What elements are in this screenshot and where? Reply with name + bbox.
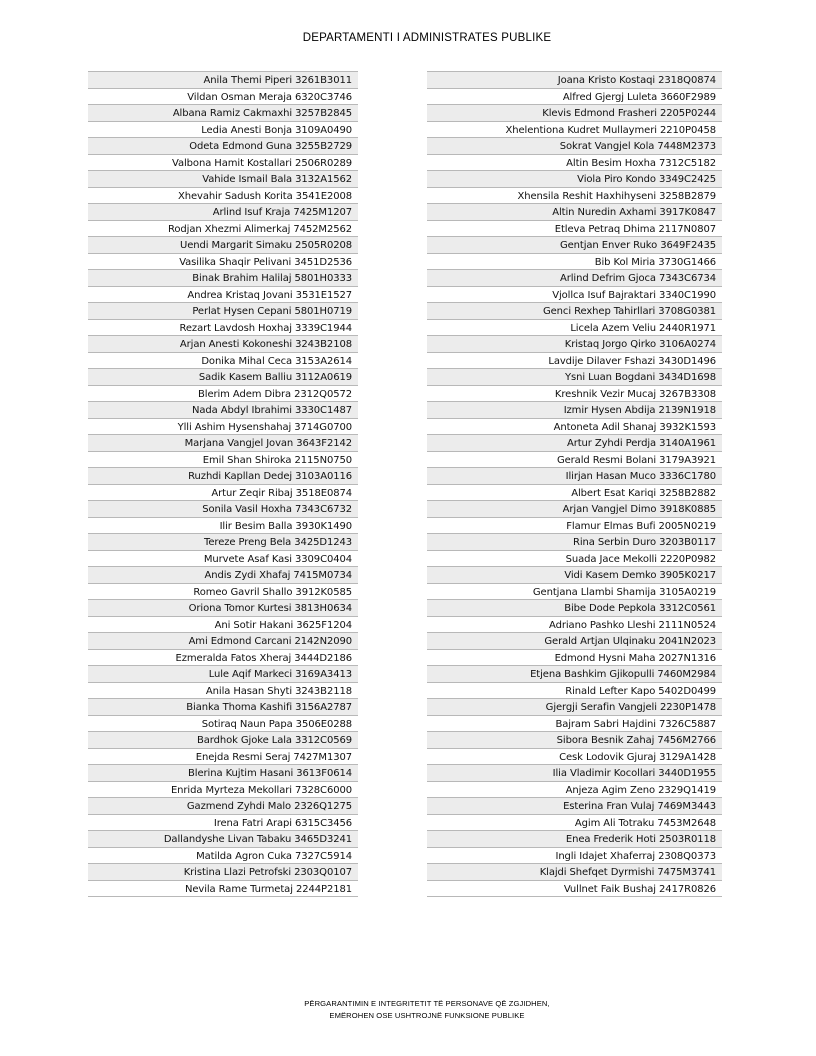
list-item: Ilia Vladimir Kocollari 3440D1955 <box>427 765 722 782</box>
list-item: Anila Themi Piperi 3261B3011 <box>88 72 358 89</box>
right-name-list <box>427 71 722 897</box>
list-item: Ledia Anesti Bonja 3109A0490 <box>88 122 358 139</box>
list-item: Vidi Kasem Demko 3905K0217 <box>427 567 722 584</box>
list-item: Blerina Kujtim Hasani 3613F0614 <box>88 765 358 782</box>
list-item: Dallandyshe Livan Tabaku 3465D3241 <box>88 831 358 848</box>
list-item: Antoneta Adil Shanaj 3932K1593 <box>427 419 722 436</box>
list-item: Matilda Agron Cuka 7327C5914 <box>88 848 358 865</box>
list-item: Klevis Edmond Frasheri 2205P0244 <box>427 105 722 122</box>
list-item: Gentjan Enver Ruko 3649F2435 <box>427 237 722 254</box>
list-item: Viola Piro Kondo 3349C2425 <box>427 171 722 188</box>
list-item: Blerim Adem Dibra 2312Q0572 <box>88 386 358 403</box>
list-item: Lule Aqif Markeci 3169A3413 <box>88 666 358 683</box>
list-item: Bardhok Gjoke Lala 3312C0569 <box>88 732 358 749</box>
list-item: Arjan Anesti Kokoneshi 3243B2108 <box>88 336 358 353</box>
list-item: Oriona Tomor Kurtesi 3813H0634 <box>88 600 358 617</box>
list-item: Joana Kristo Kostaqi 2318Q0874 <box>427 72 722 89</box>
list-item: Albert Esat Kariqi 3258B2882 <box>427 485 722 502</box>
list-item: Altin Nuredin Axhami 3917K0847 <box>427 204 722 221</box>
list-item: Rina Serbin Duro 3203B0117 <box>427 534 722 551</box>
list-item: Ruzhdi Kapllan Dedej 3103A0116 <box>88 468 358 485</box>
list-item: Etjena Bashkim Gjikopulli 7460M2984 <box>427 666 722 683</box>
list-item: Ysni Luan Bogdani 3434D1698 <box>427 369 722 386</box>
list-item: Artur Zyhdi Perdja 3140A1961 <box>427 435 722 452</box>
list-item: Suada Jace Mekolli 2220P0982 <box>427 551 722 568</box>
list-item: Sonila Vasil Hoxha 7343C6732 <box>88 501 358 518</box>
list-item: Andrea Kristaq Jovani 3531E1527 <box>88 287 358 304</box>
list-item: Etleva Petraq Dhima 2117N0807 <box>427 221 722 238</box>
list-item: Arjan Vangjel Dimo 3918K0885 <box>427 501 722 518</box>
list-item: Flamur Elmas Bufi 2005N0219 <box>427 518 722 535</box>
list-item: Rinald Lefter Kapo 5402D0499 <box>427 683 722 700</box>
list-item: Artur Zeqir Ribaj 3518E0874 <box>88 485 358 502</box>
list-item: Bianka Thoma Kashifi 3156A2787 <box>88 699 358 716</box>
list-item: Ami Edmond Carcani 2142N2090 <box>88 633 358 650</box>
list-item: Sibora Besnik Zahaj 7456M2766 <box>427 732 722 749</box>
footer-line-2: EMËROHEN OSE USHTROJNË FUNKSIONE PUBLIKE <box>329 1011 525 1020</box>
list-item: Uendi Margarit Simaku 2505R0208 <box>88 237 358 254</box>
list-item: Ilirjan Hasan Muco 3336C1780 <box>427 468 722 485</box>
list-item: Gerald Resmi Bolani 3179A3921 <box>427 452 722 469</box>
list-item: Gjergji Serafin Vangjeli 2230P1478 <box>427 699 722 716</box>
list-item: Lavdije Dilaver Fshazi 3430D1496 <box>427 353 722 370</box>
list-item: Bajram Sabri Hajdini 7326C5887 <box>427 716 722 733</box>
list-item: Ani Sotir Hakani 3625F1204 <box>88 617 358 634</box>
list-item: Arlind Defrim Gjoca 7343C6734 <box>427 270 722 287</box>
list-item: Marjana Vangjel Jovan 3643F2142 <box>88 435 358 452</box>
list-item: Ingli Idajet Xhaferraj 2308Q0373 <box>427 848 722 865</box>
list-item: Andis Zydi Xhafaj 7415M0734 <box>88 567 358 584</box>
list-item: Nevila Rame Turmetaj 2244P2181 <box>88 881 358 898</box>
list-item: Agim Ali Totraku 7453M2648 <box>427 815 722 832</box>
list-item: Murvete Asaf Kasi 3309C0404 <box>88 551 358 568</box>
list-item: Enea Frederik Hoti 2503R0118 <box>427 831 722 848</box>
list-item: Tereze Preng Bela 3425D1243 <box>88 534 358 551</box>
list-item: Irena Fatri Arapi 6315C3456 <box>88 815 358 832</box>
list-item: Donika Mihal Ceca 3153A2614 <box>88 353 358 370</box>
list-item: Binak Brahim Halilaj 5801H0333 <box>88 270 358 287</box>
list-item: Valbona Hamit Kostallari 2506R0289 <box>88 155 358 172</box>
list-item: Vullnet Faik Bushaj 2417R0826 <box>427 881 722 898</box>
list-item: Gerald Artjan Ulqinaku 2041N2023 <box>427 633 722 650</box>
list-item: Ilir Besim Balla 3930K1490 <box>88 518 358 535</box>
list-item: Sokrat Vangjel Kola 7448M2373 <box>427 138 722 155</box>
list-item: Vjollca Isuf Bajraktari 3340C1990 <box>427 287 722 304</box>
list-item: Kristaq Jorgo Qirko 3106A0274 <box>427 336 722 353</box>
list-item: Vildan Osman Meraja 6320C3746 <box>88 89 358 106</box>
list-item: Odeta Edmond Guna 3255B2729 <box>88 138 358 155</box>
list-item: Adriano Pashko Lleshi 2111N0524 <box>427 617 722 634</box>
list-item: Esterina Fran Vulaj 7469M3443 <box>427 798 722 815</box>
list-item: Bib Kol Miria 3730G1466 <box>427 254 722 271</box>
footer-line-1: PËRGARANTIMIN E INTEGRITETIT TË PERSONAVE QË ZGJIDHEN, <box>304 999 550 1008</box>
list-item: Sadik Kasem Balliu 3112A0619 <box>88 369 358 386</box>
list-item: Emil Shan Shiroka 2115N0750 <box>88 452 358 469</box>
list-item: Vahide Ismail Bala 3132A1562 <box>88 171 358 188</box>
list-item: Edmond Hysni Maha 2027N1316 <box>427 650 722 667</box>
list-item: Genci Rexhep Tahirllari 3708G0381 <box>427 303 722 320</box>
list-item: Albana Ramiz Cakmaxhi 3257B2845 <box>88 105 358 122</box>
list-item: Xhensila Reshit Haxhihyseni 3258B2879 <box>427 188 722 205</box>
list-item: Izmir Hysen Abdija 2139N1918 <box>427 402 722 419</box>
list-item: Nada Abdyl Ibrahimi 3330C1487 <box>88 402 358 419</box>
list-item: Enrida Myrteza Mekollari 7328C6000 <box>88 782 358 799</box>
list-item: Gazmend Zyhdi Malo 2326Q1275 <box>88 798 358 815</box>
list-item: Licela Azem Veliu 2440R1971 <box>427 320 722 337</box>
page-footer <box>0 998 816 1022</box>
list-item: Xhevahir Sadush Korita 3541E2008 <box>88 188 358 205</box>
list-item: Anjeza Agim Zeno 2329Q1419 <box>427 782 722 799</box>
list-item: Alfred Gjergj Luleta 3660F2989 <box>427 89 722 106</box>
list-item: Ezmeralda Fatos Xheraj 3444D2186 <box>88 650 358 667</box>
list-item: Perlat Hysen Cepani 5801H0719 <box>88 303 358 320</box>
list-item: Rodjan Xhezmi Alimerkaj 7452M2562 <box>88 221 358 238</box>
page-title: DEPARTAMENTI I ADMINISTRATES PUBLIKE <box>302 32 552 44</box>
left-name-list <box>88 71 358 897</box>
list-item: Sotiraq Naun Papa 3506E0288 <box>88 716 358 733</box>
list-item: Altin Besim Hoxha 7312C5182 <box>427 155 722 172</box>
list-item: Bibe Dode Pepkola 3312C0561 <box>427 600 722 617</box>
list-item: Xhelentiona Kudret Mullaymeri 2210P0458 <box>427 122 722 139</box>
list-item: Cesk Lodovik Gjuraj 3129A1428 <box>427 749 722 766</box>
list-item: Klajdi Shefqet Dyrmishi 7475M3741 <box>427 864 722 881</box>
list-item: Vasilika Shaqir Pelivani 3451D2536 <box>88 254 358 271</box>
list-item: Rezart Lavdosh Hoxhaj 3339C1944 <box>88 320 358 337</box>
list-item: Kreshnik Vezir Mucaj 3267B3308 <box>427 386 722 403</box>
list-item: Anila Hasan Shyti 3243B2118 <box>88 683 358 700</box>
list-item: Gentjana Llambi Shamija 3105A0219 <box>427 584 722 601</box>
list-item: Kristina Llazi Petrofski 2303Q0107 <box>88 864 358 881</box>
list-item: Romeo Gavril Shallo 3912K0585 <box>88 584 358 601</box>
list-item: Ylli Ashim Hysenshahaj 3714G0700 <box>88 419 358 436</box>
list-item: Enejda Resmi Seraj 7427M1307 <box>88 749 358 766</box>
list-item: Arlind Isuf Kraja 7425M1207 <box>88 204 358 221</box>
